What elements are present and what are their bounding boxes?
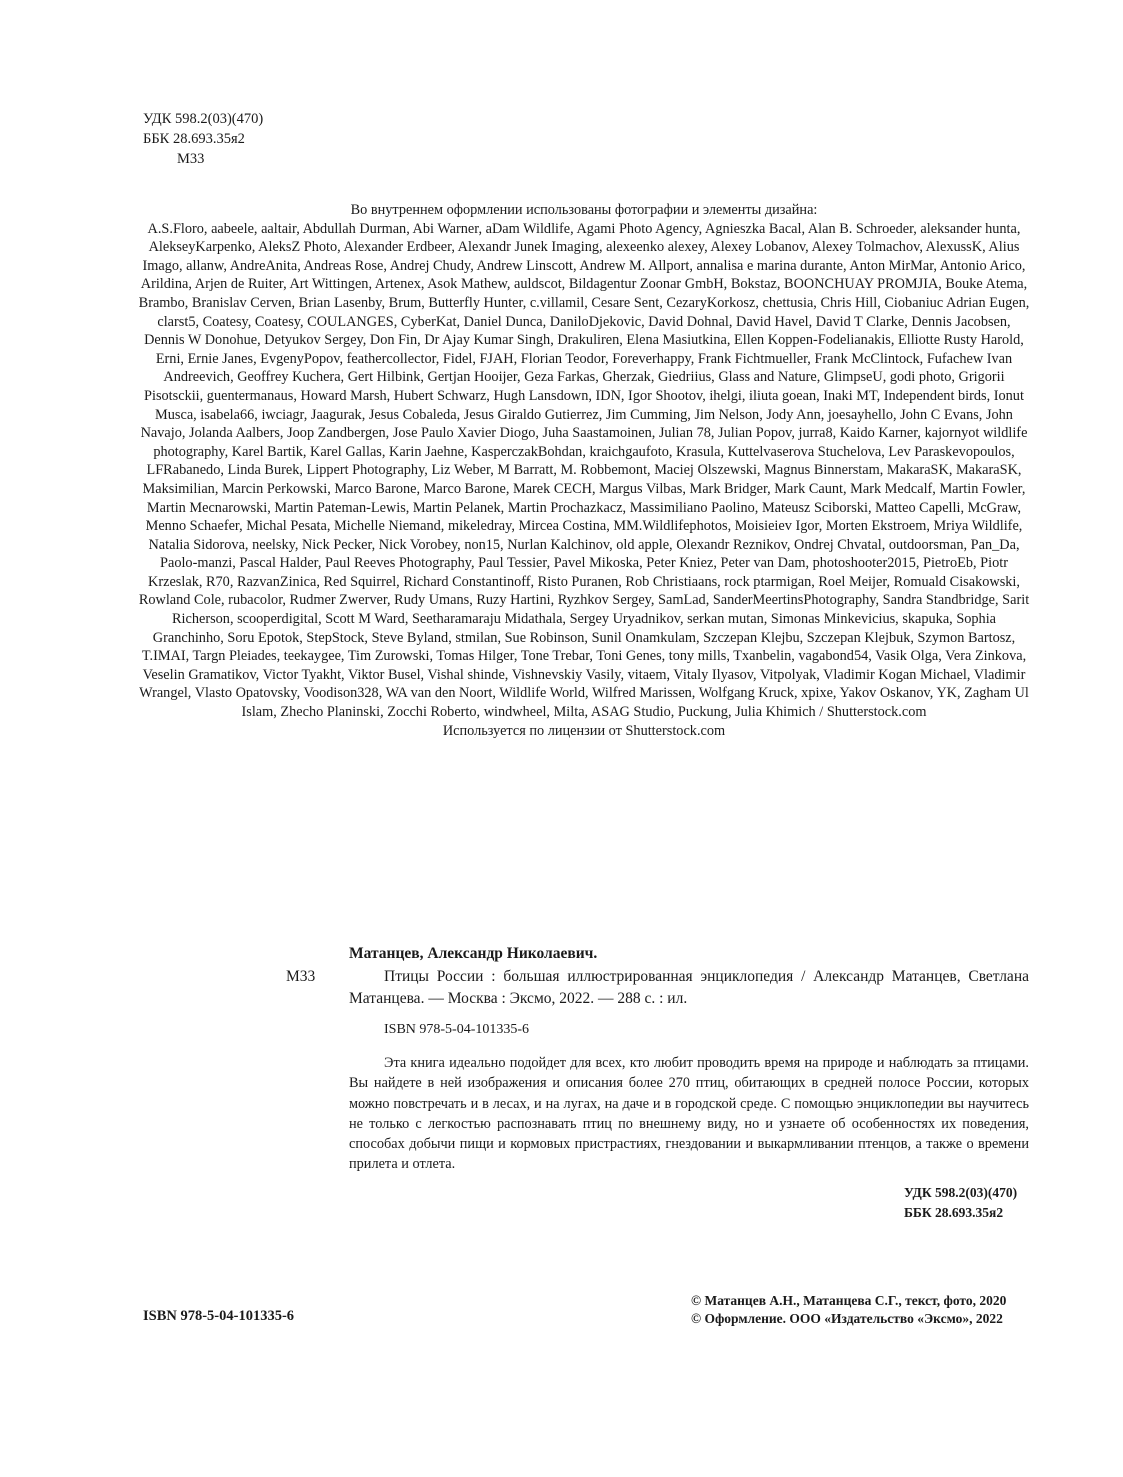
- card-annotation: Эта книга идеально подойдет для всех, кто любит проводить время на природе и наблюдать за птицами. Вы найдете в ней изображения и описания более 270 птиц, обитающих в средней полосе России, которых можно повстречать и в лесах, и на лугах, на даче и в городской среде. С помощью энциклопедии вы научитесь не только с легкостью распознавать птиц по внешнему виду, но и узнаете об особенностях их поведения, способах добычи пищи и кормовых пристрастиях, гнездовании и выкармливании птенцов, а также о времени прилета и отлета.: [349, 1055, 1029, 1173]
- credits-names: A.S.Floro, aabeele, aaltair, Abdullah Durman, Abi Warner, aDam Wildlife, Agami Photo Agency, Agnieszka Bacal, Alan B. Schroeder, aleksander hunta, AlekseyKarpenko, AleksZ Photo, Alexander Erdbeer, Alexandr Junek Imaging, alexeenko alexey, Alexey Lobanov, Alexey Tolmachov, AlexussK, Alius Imago, allanw, AndreAnita, Andreas Rose, Andrej Chudy, Andrew Linscott, Andrew M. Allport, annalisa e marina durante, Anton MirMar, Antonio Arico, Arildina, Arjen de Ruiter, Art Wittingen, Artenex, Asok Mathew, auldscot, Bildagentur Zoonar GmbH, Bokstaz, BOONCHUAY PROMJIA, Bouke Atema, Brambo, Branislav Cerven, Brian Lasenby, Brum, Butterfly Hunter, c.villamil, Cesare Sent, CezaryKorkosz, chettusia, Chris Hill, Ciobaniuc Adrian Eugen, clarst5, Coatesy, Coatesy, COULANGES, CyberKat, Daniel Dunca, DaniloDjekovic, David Dohnal, David Havel, David T Clarke, Dennis Jacobsen, Dennis W Donohue, Detyukov Sergey, Don Fin, Dr Ajay Kumar Singh, Drakuliren, Elena Masiutkina, Ellen Koppen-Fodelianakis, Elliotte Rusty Harold, Erni, Ernie Janes, EvgenyPopov, feathercollector, Fidel, FJAH, Florian Teodor, Foreverhappy, Frank Fichtmueller, Frank McClintock, Fufachew Ivan Andreevich, Geoffrey Kuchera, Gert Hilbink, Gertjan Hooijer, Geza Farkas, Gherzak, Giedriius, Glass and Nature, GlimpseU, godi photo, Grigorii Pisotsckii, guentermanaus, Howard Marsh, Hubert Schwarz, Hugh Lansdown, IDN, Igor Shootov, ihelgi, iliuta goean, Inaki MT, Independent birds, Ionut Musca, isabela66, iwciagr, Jaagurak, Jesus Cobaleda, Jesus Giraldo Gutierrez, Jim Cumming, Jim Nelson, Jody Ann, joesayhello, John C Evans, John Navajo, Jolanda Aalbers, Joop Zandbergen, Jose Paulo Xavier Diogo, Juha Saastamoinen, Julian 78, Julian Popov, jurra8, Kaido Karner, kajornyot wildlife photography, Karel Bartik, Karel Gallas, Karin Jaehne, KasperczakBohdan, kraichgaufoto, Krasula, Kuttelvaserova Stuchelova, Lev Paraskevopoulos, LFRabanedo, Linda Burek, Lippert Photography, Liz Weber, M Barratt, M. Robbemont, Maciej Olszewski, Magnus Binnerstam, MakaraSK, MakaraSK, Maksimilian, Marcin Perkowski, Marco Barone, Marco Barone, Marek CECH, Margus Vilbas, Mark Bridger, Mark Caunt, Mark Medcalf, Martin Fowler, Martin Mecnarowski, Martin Pateman-Lewis, Martin Pelanek, Martin Prochazkacz, Massimiliano Paolino, Mateusz Sciborski, Matteo Capelli, McGraw, Menno Schaefer, Michal Pesata, Michelle Niemand, mikeledray, Mircea Costina, MM.Wildlifephotos, Moisieiev Igor, Morten Ekstroem, Mriya Wildlife, Natalia Sidorova, neelsky, Nick Pecker, Nick Vorobey, non15, Nurlan Kalchinov, old apple, Olexandr Reznikov, Ondrej Chvatal, outdoorsman, Pan_Da, Paolo-manzi, Pascal Halder, Paul Reeves Photography, Paul Tessier, Pavel Mikoska, Peter Kniez, Peter van Dam, photoshooter2015, PietroEb, Piotr Krzeslak, R70, RazvanZinica, Red Squirrel, Richard Constantinoff, Risto Puranen, Rob Christiaans, rock ptarmigan, Roel Meijer, Romuald Cisakowski, Rowland Cole, rubacolor, Rudmer Zwerver, Rudy Umans, Ruzy Hartini, Ryzhkov Sergey, SamLad, SanderMeertinsPhotography, Sandra Standbridge, Sarit Richerson, scooperdigital, Scott M Ward, Seetharamaraju Midathala, Sergey Uryadnikov, serkan mutan, Simonas Minkevicius, skapuka, Sophia Granchinho, Soru Epotok, StepStock, Steve Byland, stmilan, Sue Robinson, Sunil Onamkulam, Szczepan Klejbu, Szczepan Klejbuk, Szymon Bartosz, T.IMAI, Targn Pleiades, teekaygee, Tim Zurowski, Tomas Hilger, Tone Trebar, Toni Genes, tony mills, Txanbelin, vagabond54, Vasik Olga, Vera Zinkova, Veselin Gramatikov, Victor Tyakht, Viktor Busel, Vishal shinde, Vishnevskiy Vasily, vitaem, Vitaly Ilyasov, Vitpolyak, Vladimir Kogan Michael, Vladimir Wrangel, Vlasto Opatovsky, Voodison328, WA van den Noort, Wildlife World, Wilfred Marissen, Wolfgang Kruck, xpixe, Yakov Oskanov, YK, Zagham Ul Islam, Zhecho Planinski, Zocchi Roberto, windwheel, Milta, ASAG Studio, Puckung, Julia Khimich / Shutterstock.com: [138, 220, 1030, 721]
- card-cutter: М33: [286, 968, 316, 985]
- card-title: Птицы России : большая иллюстрированная энциклопедия / Александр Матанцев, Светлана Матанцева. — Москва : Эксмо, 2022. — 288 с. : ил.: [349, 968, 1029, 1007]
- bbk-code: ББК 28.693.35я2: [143, 131, 245, 147]
- credits-intro: Во внутреннем оформлении использованы фотографии и элементы дизайна:: [350, 202, 818, 218]
- photo-credits: [138, 201, 1030, 740]
- cutter-code: М33: [177, 151, 205, 167]
- copyright-text: © Матанцев А.Н., Матанцева С.Г., текст, фото, 2020: [691, 1293, 1007, 1308]
- copyright-design: © Оформление. ООО «Издательство «Эксмо», 2022: [691, 1311, 1003, 1326]
- udk-code: УДК 598.2(03)(470): [143, 111, 264, 127]
- card-udk: УДК 598.2(03)(470): [904, 1185, 1018, 1200]
- credits-license: Используется по лицензии от Shutterstock.com: [442, 722, 726, 739]
- classification-block: [143, 109, 263, 169]
- footer-copyright: [691, 1292, 1006, 1328]
- card-index-block: [904, 1183, 1017, 1223]
- card-isbn: ISBN 978-5-04-101335-6: [384, 1022, 530, 1037]
- card-bbk: ББК 28.693.35я2: [904, 1205, 1004, 1220]
- card-author: Матанцев, Александр Николаевич.: [349, 945, 598, 962]
- footer-isbn: ISBN 978-5-04-101335-6: [143, 1308, 295, 1324]
